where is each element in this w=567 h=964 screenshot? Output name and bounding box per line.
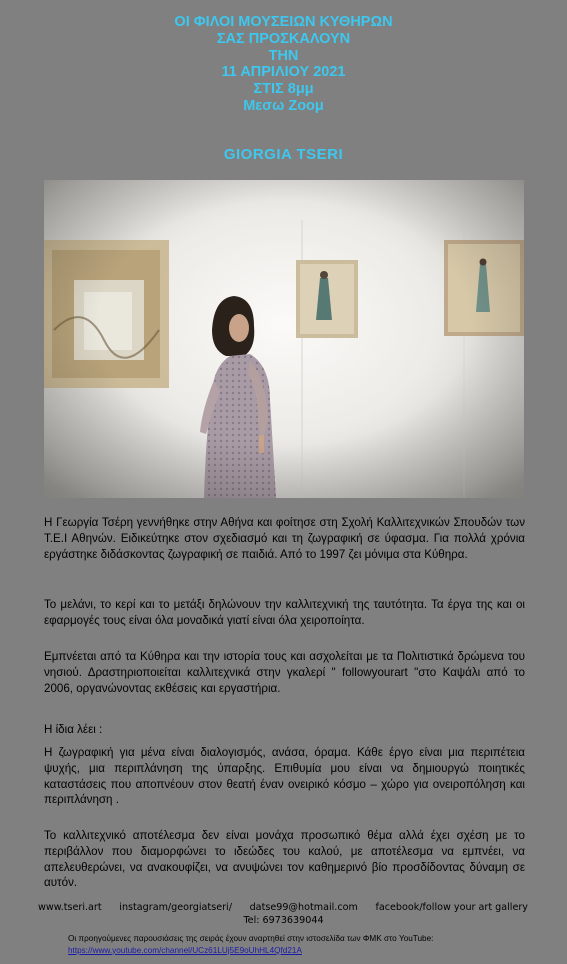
quote-paragraph-2: Το καλλιτεχνικό αποτέλεσμα δεν είναι μονάχα προσωπικό θέμα αλλά έχει σχέση με το περιβάλλον που διαμορφώνει το ιδεώδες του καλού, με αποτέλεσμα να εμπνέει, να απελευθερώνει, να ανακουφίζει, να ανυψώνει τον καθημερινό βίο προσδίδοντας δύναμη σε αυτόν. [44, 829, 525, 890]
bio-paragraph-3: Εμπνέεται από τα Κύθηρα και την ιστορία τους και ασχολείται με τα Πολιτιστικά δρώμενα του νησιού. Δραστηριοποιείται καλλιτεχνικά στην γκαλερί " followyourart "στο Καψάλι από το 2006, οργανώνοντας εκθέσεις και εργαστήρια. [44, 650, 525, 695]
facebook-link[interactable]: facebook/follow your art gallery [375, 902, 528, 913]
invitation-header [0, 14, 567, 115]
instagram-link[interactable]: instagram/georgiatseri/ [119, 902, 232, 913]
header-line-6: Μεσω Ζοομ [243, 97, 324, 114]
header-line-1: ΟΙ ΦΙΛΟΙ ΜΟΥΣΕΙΩΝ ΚΥΘΗΡΩΝ [174, 14, 393, 30]
header-line-3: ΤΗΝ [268, 47, 299, 64]
quote-intro: Η ίδια λέει : [44, 723, 103, 736]
website-link[interactable]: www.tseri.art [38, 902, 102, 913]
email-link[interactable]: datse99@hotmail.com [249, 902, 358, 913]
phone-number: Tel: 6973639044 [243, 915, 324, 926]
artist-photo [44, 180, 524, 498]
header-line-4: 11 ΑΠΡΙΛΙΟΥ 2021 [221, 64, 346, 81]
artist-in-gallery-illustration [44, 180, 524, 498]
bio-paragraph-1: Η Γεωργία Τσέρη γεννήθηκε στην Αθήνα και φοίτησε στη Σχολή Καλλιτεχνικών Σπουδών των Τ.Ε.Ι Αθηνών. Ειδικεύτηκε στον σχεδιασμό και τη ζωγραφική σε ύφασμα. Για πολλά χρόνια εργάστηκε διδάσκοντας ζωγραφική σε παιδιά. Από το 1997 ζει μόνιμα στα Κύθηρα. [44, 516, 525, 561]
youtube-channel-link[interactable]: https://www.youtube.com/channel/UCz61LUj5E9oUhHL4Qfd21A [68, 945, 302, 955]
youtube-note-text: Οι προηγούμενες παρουσιάσεις της σειράς έχουν αναρτηθεί στην ιστοσελίδα των ΦΜΚ στο YouTube: [68, 934, 434, 943]
youtube-note [68, 933, 518, 956]
header-line-2: ΣΑΣ ΠΡΟΣΚΑΛΟΥΝ [216, 30, 351, 47]
bio-paragraph-2: Το μελάνι, το κερί και το μετάξι δηλώνουν την καλλιτεχνική της ταυτότητα. Τα έργα της και οι εφαρμογές τους είναι όλα μοναδικά γιατί είναι όλα χειροποίητα. [44, 598, 525, 627]
footer-links [38, 902, 528, 913]
quote-paragraph-1: Η ζωγραφική για μένα είναι διαλογισμός, ανάσα, όραμα. Κάθε έργο είναι μια περιπέτεια ψυχής, μια περιπλάνηση της ύπαρξης. Επιθυμία μου είναι να δημιουργώ ποιητικές καταστάσεις που αποπνέουν στον θεατή έναν ονειρικό κόσμο – χώρο για ονειροπόληση και περιπλάνηση . [44, 746, 525, 807]
artist-name: GIORGIA TSERI [223, 146, 344, 163]
header-line-5: ΣΤΙΣ 8μμ [253, 81, 314, 98]
